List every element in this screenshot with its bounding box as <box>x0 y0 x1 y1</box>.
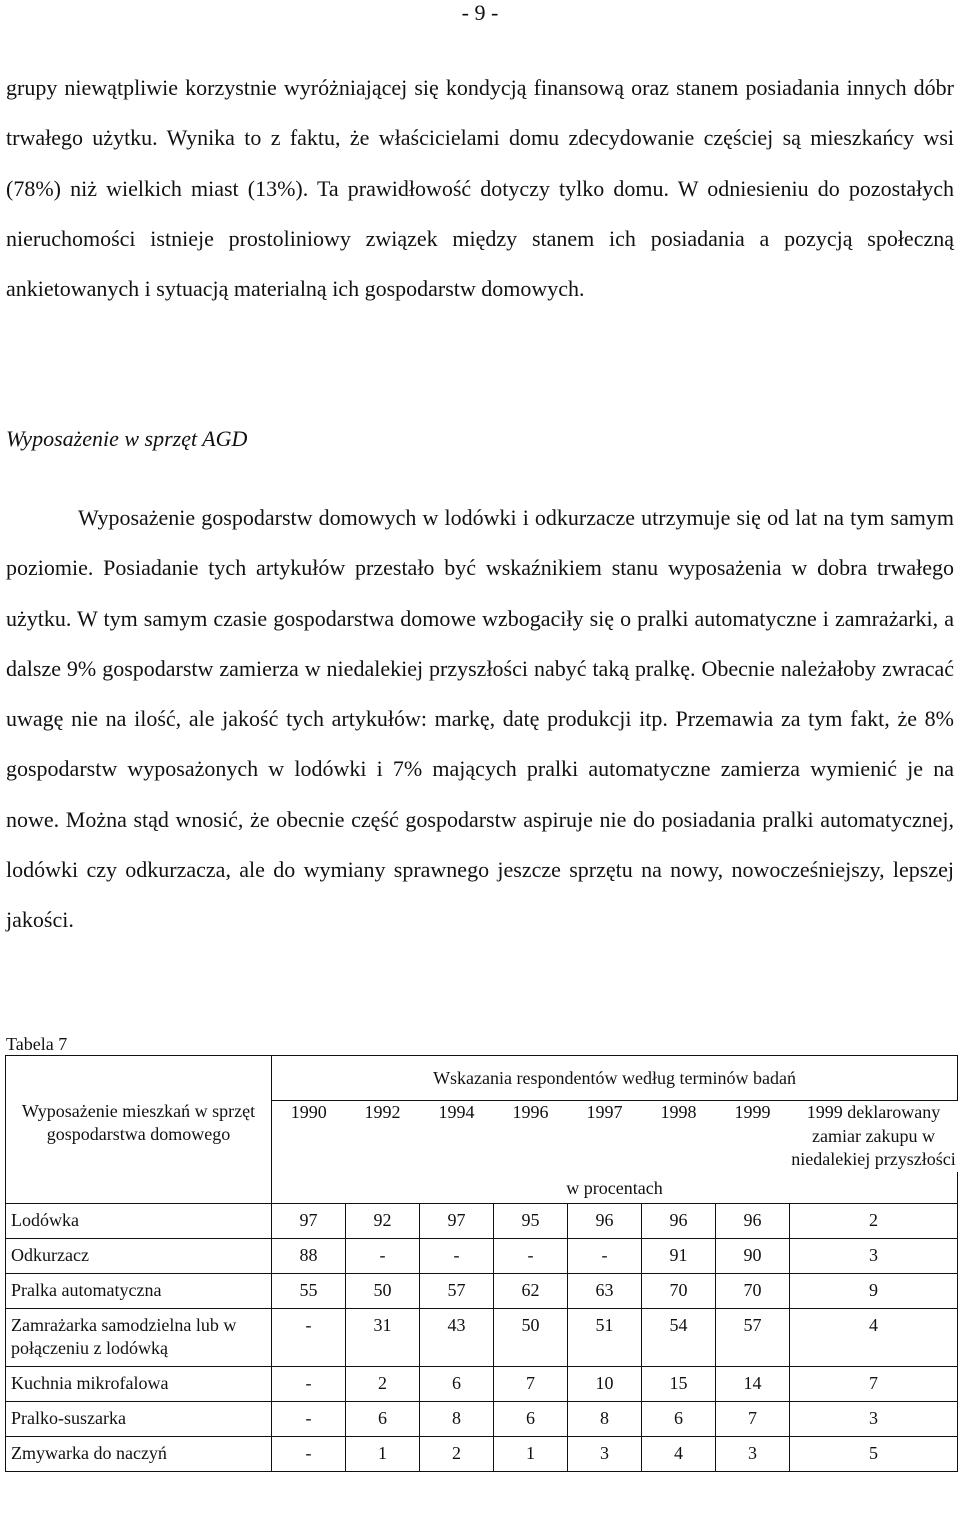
table-cell: 6 <box>346 1401 420 1436</box>
table-row-label: Zmywarka do naczyń <box>6 1436 272 1471</box>
table-cell: 2 <box>420 1436 494 1471</box>
table-cell: 7 <box>494 1366 568 1401</box>
table-cell: 57 <box>716 1308 790 1366</box>
table-cell: 6 <box>420 1366 494 1401</box>
table-row-label: Lodówka <box>6 1203 272 1238</box>
table-year-header: 1994 <box>420 1101 494 1172</box>
table-cell: 31 <box>346 1308 420 1366</box>
table-cell: 97 <box>420 1203 494 1238</box>
table-cell: 88 <box>272 1238 346 1273</box>
table-cell: 63 <box>568 1273 642 1308</box>
section-heading: Wyposażenie w sprzęt AGD <box>6 426 248 451</box>
table-cell: 50 <box>494 1308 568 1366</box>
table-cell: 1 <box>494 1436 568 1471</box>
table-row <box>6 1273 958 1308</box>
table-cell: 2 <box>346 1366 420 1401</box>
table-year-header: 1998 <box>642 1101 716 1172</box>
table-cell: 3 <box>716 1436 790 1471</box>
table-cell: 3 <box>790 1401 958 1436</box>
table-cell: 57 <box>420 1273 494 1308</box>
table-row-label: Pralka automatyczna <box>6 1273 272 1308</box>
table-category-header: Wyposażenie mieszkań w sprzęt gospodarstwa domowego <box>6 1056 272 1204</box>
table-cell: 8 <box>420 1401 494 1436</box>
table-cell: - <box>272 1401 346 1436</box>
table-cell: 91 <box>642 1238 716 1273</box>
table-year-header: 1997 <box>568 1101 642 1172</box>
table-cell: 15 <box>642 1366 716 1401</box>
table-cell: 3 <box>568 1436 642 1471</box>
table-cell: 10 <box>568 1366 642 1401</box>
table-group-header: Wskazania respondentów według terminów badań <box>272 1056 958 1101</box>
table-cell: 5 <box>790 1436 958 1471</box>
table-cell: - <box>346 1238 420 1273</box>
table-row-label: Kuchnia mikrofalowa <box>6 1366 272 1401</box>
table-row <box>6 1238 958 1273</box>
table-row <box>6 1436 958 1471</box>
table-cell: 6 <box>494 1401 568 1436</box>
table-cell: 1 <box>346 1436 420 1471</box>
table-cell: 62 <box>494 1273 568 1308</box>
table-cell: - <box>272 1366 346 1401</box>
table-year-header: 1992 <box>346 1101 420 1172</box>
table-cell: - <box>272 1436 346 1471</box>
table-row-label: Pralko-suszarka <box>6 1401 272 1436</box>
table-cell: 96 <box>716 1203 790 1238</box>
table-cell: 70 <box>642 1273 716 1308</box>
table-cell: - <box>420 1238 494 1273</box>
table-cell: 14 <box>716 1366 790 1401</box>
table-body <box>6 1203 958 1471</box>
table-cell: 4 <box>642 1436 716 1471</box>
data-table <box>5 1055 958 1472</box>
table-cell: 96 <box>568 1203 642 1238</box>
body-paragraph: Wyposażenie gospodarstw domowych w lodówki i odkurzacze utrzymuje się od lat na tym samym poziomie. Posiadanie tych artykułów przestało być wskaźnikiem stanu wyposażenia w dobra trwałego użytku. W tym samym czasie gospodarstwa domowe wzbogaciły się o pralki automatyczne i zamrażarki, a dalsze 9% gospodarstw zamierza w niedalekiej przyszłości nabyć taką pralkę. Obecnie należałoby zwracać uwagę nie na ilość, ale jakość tych artykułów: markę, datę produkcji itp. Przemawia za tym fakt, że 8% gospodarstw wyposażonych w lodówki i 7% mających pralki automatyczne zamierza wymienić je na nowe. Można stąd wnosić, że obecnie część gospodarstw aspiruje nie do posiadania pralki automatycznej, lodówki czy odkurzacza, ale do wymiany sprawnego jeszcze sprzętu na nowy, nowocześniejszy, lepszej jakości. <box>6 505 954 933</box>
table-cell: - <box>568 1238 642 1273</box>
page-number: - 9 - <box>461 0 499 25</box>
table-cell: 7 <box>716 1401 790 1436</box>
table-row <box>6 1366 958 1401</box>
table-cell: 96 <box>642 1203 716 1238</box>
table-cell: 95 <box>494 1203 568 1238</box>
table-year-header: 1990 <box>272 1101 346 1172</box>
table-row-label: Odkurzacz <box>6 1238 272 1273</box>
table-cell: 7 <box>790 1366 958 1401</box>
table-cell: 4 <box>790 1308 958 1366</box>
table-cell: 70 <box>716 1273 790 1308</box>
table-cell: 54 <box>642 1308 716 1366</box>
table-cell: 97 <box>272 1203 346 1238</box>
table-cell: 6 <box>642 1401 716 1436</box>
table-cell: 2 <box>790 1203 958 1238</box>
table-row <box>6 1308 958 1366</box>
table-cell: 50 <box>346 1273 420 1308</box>
table-row-label: Zamrażarka samodzielna lub w połączeniu z lodówką <box>6 1308 272 1366</box>
table-cell: 8 <box>568 1401 642 1436</box>
table-cell: 92 <box>346 1203 420 1238</box>
table-year-header: 1999 <box>716 1101 790 1172</box>
table-cell: 90 <box>716 1238 790 1273</box>
table-declared-header: 1999 deklarowany zamiar zakupu w niedalekiej przyszłości <box>790 1101 958 1172</box>
table-cell: 9 <box>790 1273 958 1308</box>
body-paragraph: grupy niewątpliwie korzystnie wyróżniającej się kondycją finansową oraz stanem posiadania innych dóbr trwałego użytku. Wynika to z faktu, że właścicielami domu zdecydowanie częściej są mieszkańcy wsi (78%) niż wielkich miast (13%). Ta prawidłowość dotyczy tylko domu. W odniesieniu do pozostałych nieruchomości istnieje prostoliniowy związek między stanem ich posiadania a pozycją społeczną ankietowanych i sytuacją materialną ich gospodarstw domowych. <box>6 75 954 302</box>
table-cell: - <box>494 1238 568 1273</box>
table-cell: 55 <box>272 1273 346 1308</box>
table-cell: 3 <box>790 1238 958 1273</box>
table-unit-header: w procentach <box>272 1172 958 1204</box>
table-caption: Tabela 7 <box>6 1034 68 1054</box>
table-row <box>6 1401 958 1436</box>
table-year-header: 1996 <box>494 1101 568 1172</box>
table-cell: 51 <box>568 1308 642 1366</box>
table-cell: 43 <box>420 1308 494 1366</box>
table-row <box>6 1203 958 1238</box>
table-cell: - <box>272 1308 346 1366</box>
